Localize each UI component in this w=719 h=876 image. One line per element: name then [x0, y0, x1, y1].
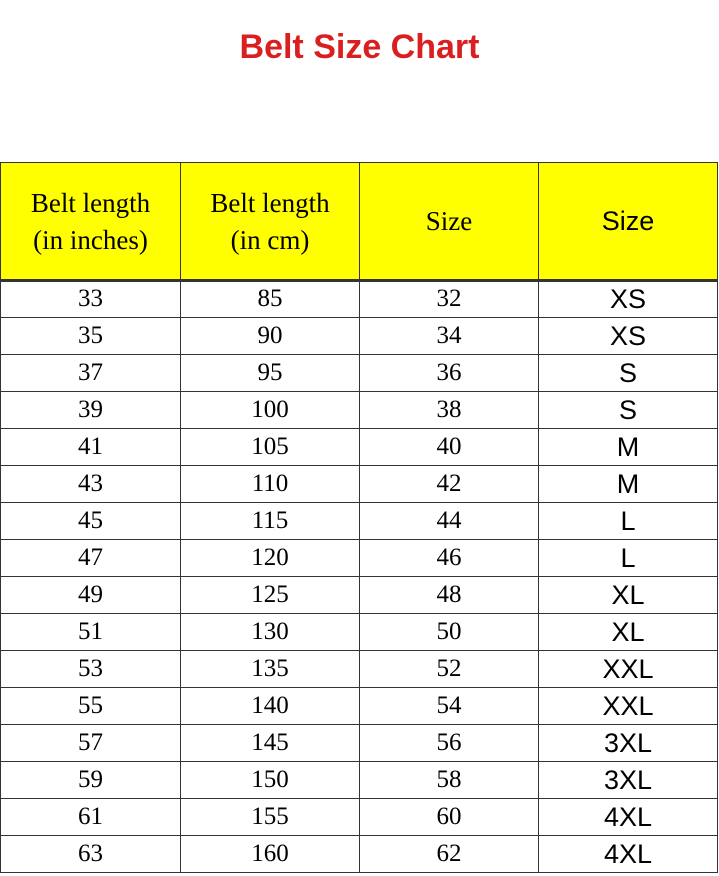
table-row	[1, 577, 718, 614]
table-row	[1, 466, 718, 503]
cell-numeric-size: 38	[360, 392, 539, 429]
cell-letter-size: XXL	[539, 651, 718, 688]
cell-letter-size: XS	[539, 281, 718, 318]
table-row	[1, 614, 718, 651]
header-cm-line2: (in cm)	[230, 224, 310, 255]
header-inches	[1, 163, 181, 281]
cell-cm: 125	[181, 577, 360, 614]
cell-letter-size: XXL	[539, 688, 718, 725]
cell-numeric-size: 36	[360, 355, 539, 392]
cell-inches: 47	[1, 540, 181, 577]
cell-cm: 100	[181, 392, 360, 429]
cell-numeric-size: 60	[360, 799, 539, 836]
cell-inches: 33	[1, 281, 181, 318]
table-row	[1, 688, 718, 725]
table-row	[1, 725, 718, 762]
cell-inches: 35	[1, 318, 181, 355]
cell-inches: 63	[1, 836, 181, 873]
cell-cm: 145	[181, 725, 360, 762]
header-divider	[0, 279, 717, 282]
cell-inches: 53	[1, 651, 181, 688]
cell-cm: 160	[181, 836, 360, 873]
cell-inches: 39	[1, 392, 181, 429]
header-letter-size: Size	[539, 163, 718, 281]
cell-numeric-size: 58	[360, 762, 539, 799]
cell-letter-size: S	[539, 355, 718, 392]
header-row	[1, 163, 718, 281]
cell-numeric-size: 50	[360, 614, 539, 651]
cell-inches: 57	[1, 725, 181, 762]
cell-inches: 61	[1, 799, 181, 836]
table-row	[1, 318, 718, 355]
table-row	[1, 651, 718, 688]
table-row	[1, 429, 718, 466]
cell-numeric-size: 62	[360, 836, 539, 873]
header-cm	[181, 163, 360, 281]
cell-letter-size: XL	[539, 614, 718, 651]
table-row	[1, 392, 718, 429]
cell-inches: 41	[1, 429, 181, 466]
cell-numeric-size: 40	[360, 429, 539, 466]
cell-numeric-size: 52	[360, 651, 539, 688]
table-body	[1, 281, 718, 873]
table-header	[1, 163, 718, 281]
belt-size-table	[0, 162, 718, 873]
cell-letter-size: XL	[539, 577, 718, 614]
cell-numeric-size: 56	[360, 725, 539, 762]
cell-cm: 110	[181, 466, 360, 503]
cell-cm: 130	[181, 614, 360, 651]
table-row	[1, 799, 718, 836]
cell-numeric-size: 32	[360, 281, 539, 318]
header-cm-line1: Belt length	[210, 187, 330, 218]
cell-numeric-size: 54	[360, 688, 539, 725]
cell-letter-size: 4XL	[539, 799, 718, 836]
cell-letter-size: L	[539, 540, 718, 577]
cell-inches: 49	[1, 577, 181, 614]
table-row	[1, 540, 718, 577]
cell-cm: 85	[181, 281, 360, 318]
cell-letter-size: 3XL	[539, 725, 718, 762]
cell-cm: 155	[181, 799, 360, 836]
cell-numeric-size: 46	[360, 540, 539, 577]
cell-letter-size: M	[539, 466, 718, 503]
header-inches-line2: (in inches)	[33, 224, 148, 255]
cell-letter-size: S	[539, 392, 718, 429]
cell-numeric-size: 48	[360, 577, 539, 614]
cell-cm: 115	[181, 503, 360, 540]
header-inches-line1: Belt length	[30, 187, 151, 218]
cell-cm: 120	[181, 540, 360, 577]
table-row	[1, 281, 718, 318]
cell-cm: 95	[181, 355, 360, 392]
cell-numeric-size: 44	[360, 503, 539, 540]
cell-letter-size: 4XL	[539, 836, 718, 873]
cell-letter-size: XS	[539, 318, 718, 355]
header-numeric-size: Size	[360, 163, 539, 281]
cell-numeric-size: 34	[360, 318, 539, 355]
cell-inches: 51	[1, 614, 181, 651]
cell-cm: 90	[181, 318, 360, 355]
table-row	[1, 762, 718, 799]
table-row	[1, 503, 718, 540]
cell-letter-size: L	[539, 503, 718, 540]
cell-cm: 105	[181, 429, 360, 466]
cell-cm: 140	[181, 688, 360, 725]
table-row	[1, 836, 718, 873]
cell-inches: 59	[1, 762, 181, 799]
cell-inches: 55	[1, 688, 181, 725]
cell-cm: 150	[181, 762, 360, 799]
cell-letter-size: 3XL	[539, 762, 718, 799]
cell-cm: 135	[181, 651, 360, 688]
page-title: Belt Size Chart	[239, 28, 480, 66]
cell-numeric-size: 42	[360, 466, 539, 503]
cell-letter-size: M	[539, 429, 718, 466]
cell-inches: 45	[1, 503, 181, 540]
table-row	[1, 355, 718, 392]
cell-inches: 37	[1, 355, 181, 392]
cell-inches: 43	[1, 466, 181, 503]
